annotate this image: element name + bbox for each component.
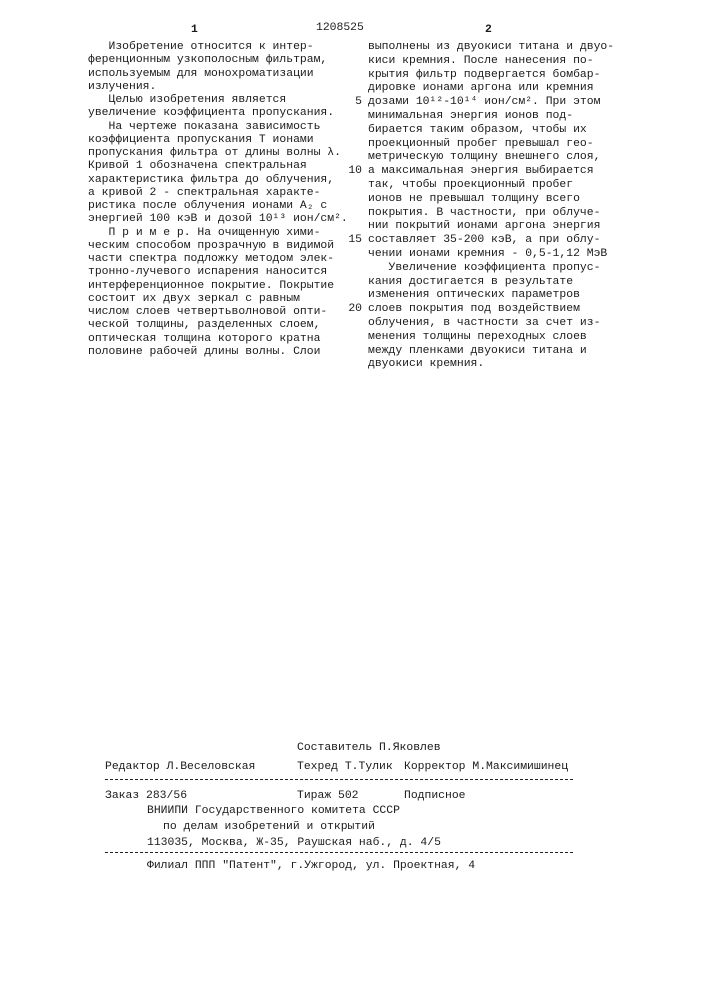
text-line: метрическую толщину внешнего слоя, <box>368 151 614 165</box>
text-line: чении ионами кремния - 0,5-1,12 МэВ <box>368 248 614 262</box>
line-number: 15 <box>344 234 362 247</box>
text-line: коэффициента пропускания T ионами <box>88 134 348 147</box>
text-line: между пленками двуокиси титана и <box>368 345 614 359</box>
text-line: тронно-лучевого испарения наносится <box>88 266 348 279</box>
text-line: а максимальная энергия выбирается <box>368 165 614 179</box>
text-line: Целью изобретения является <box>88 94 348 107</box>
text-line: а кривой 2 - спектральная характе- <box>88 187 348 200</box>
text-line: части спектра подложку методом элек- <box>88 253 348 266</box>
text-line: ференционным узкополосным фильтрам, <box>88 54 348 67</box>
text-line: числом слоев четвертьволновой опти- <box>88 306 348 319</box>
text-line: проекционный пробег превышал гео- <box>368 138 614 152</box>
text-line: изменения оптических параметров <box>368 289 614 303</box>
divider <box>105 779 573 780</box>
line-number: 10 <box>344 165 362 178</box>
text-line: нии покрытий ионами аргона энергия <box>368 220 614 234</box>
subscription: Подписное <box>404 790 466 803</box>
text-line: интерференционное покрытие. Покрытие <box>88 280 348 293</box>
text-line: кания достигается в результате <box>368 276 614 290</box>
text-line: облучения, в частности за счет из- <box>368 317 614 331</box>
text-line: бирается таким образом, чтобы их <box>368 124 614 138</box>
text-line: дировке ионами аргона или кремния <box>368 82 614 96</box>
text-line: П р и м е р. На очищенную хими- <box>88 227 348 240</box>
text-line: На чертеже показана зависимость <box>88 121 348 134</box>
text-line: ристика после облучения ионами A₂ с <box>88 200 348 213</box>
text-line: Увеличение коэффициента пропус- <box>368 262 614 276</box>
text-line: используемым для монохроматизации <box>88 68 348 81</box>
left-column <box>88 41 348 359</box>
text-line: половине рабочей длины волны. Слои <box>88 346 348 359</box>
corrector: Корректор М.Максимишинец <box>404 761 568 774</box>
circulation: Тираж 502 <box>297 790 359 803</box>
text-line: оптическая толщина которого кратна <box>88 333 348 346</box>
text-line: составляет 35-200 кэВ, а при облу- <box>368 234 614 248</box>
address: 113035, Москва, Ж-35, Раушская наб., д. 4/5 <box>147 837 441 850</box>
page-number-right: 2 <box>485 24 492 37</box>
text-line: менения толщины переходных слоев <box>368 331 614 345</box>
text-line: характеристика фильтра до облучения, <box>88 174 348 187</box>
text-line: двуокиси кремния. <box>368 358 614 372</box>
text-line: крытия фильтр подвергается бомбар- <box>368 69 614 83</box>
text-line: излучения. <box>88 81 348 94</box>
text-line: увеличение коэффициента пропускания. <box>88 107 348 120</box>
text-line: энергией 100 кэВ и дозой 10¹³ ион/см². <box>88 213 348 226</box>
text-line: слоев покрытия под воздействием <box>368 303 614 317</box>
text-line: ческой толщины, разделенных слоем, <box>88 319 348 332</box>
editor: Редактор Л.Веселовская <box>105 761 255 774</box>
text-line: Кривой 1 обозначена спектральная <box>88 160 348 173</box>
text-line: киси кремния. После нанесения по- <box>368 55 614 69</box>
right-column <box>368 41 614 372</box>
text-line: пропускания фильтра от длины волны λ. <box>88 147 348 160</box>
text-line: минимальная энергия ионов под- <box>368 110 614 124</box>
divider <box>105 852 573 853</box>
text-line: состоит их двух зеркал с равным <box>88 293 348 306</box>
line-number: 5 <box>344 96 362 109</box>
text-line: так, чтобы проекционный пробег <box>368 179 614 193</box>
text-line: выполнены из двуокиси титана и двуо- <box>368 41 614 55</box>
text-line: покрытия. В частности, при облуче- <box>368 207 614 221</box>
organization-dept: по делам изобретений и открытий <box>163 821 375 834</box>
line-number: 20 <box>344 303 362 316</box>
text-line: дозами 10¹²-10¹⁴ ион/см². При этом <box>368 96 614 110</box>
compiler: Составитель П.Яковлев <box>297 742 441 755</box>
branch: Филиал ППП "Патент", г.Ужгород, ул. Проектная, 4 <box>147 860 475 873</box>
organization: ВНИИПИ Государственного комитета СССР <box>147 805 400 818</box>
order: Заказ 283/56 <box>105 790 187 803</box>
text-line: Изобретение относится к интер- <box>88 41 348 54</box>
text-line: ческим способом прозрачную в видимой <box>88 240 348 253</box>
text-line: ионов не превышал толщину всего <box>368 193 614 207</box>
techred: Техред Т.Тулик <box>297 761 393 774</box>
page-number-left: 1 <box>191 24 198 37</box>
patent-number: 1208525 <box>316 22 364 35</box>
